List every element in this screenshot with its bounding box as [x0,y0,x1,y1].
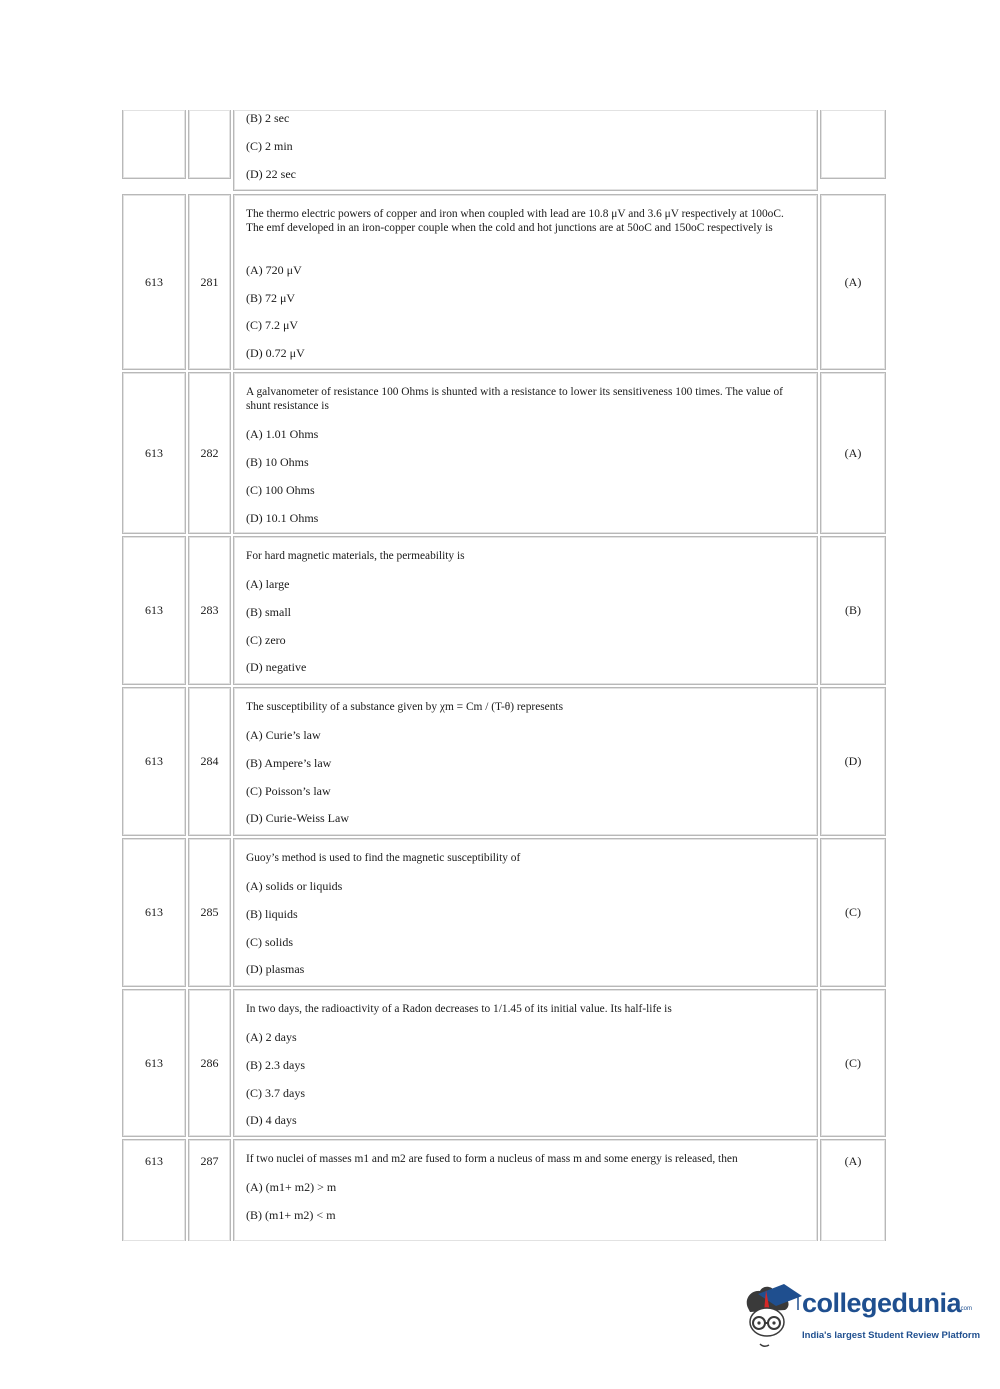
paper-code: 613 [122,687,186,836]
option: (D) plasmas [246,962,305,976]
answer-key: (B) [820,536,886,685]
table-row [122,989,886,1137]
option: (A) 1.01 Ohms [246,427,319,441]
collegedunia-logo [740,1282,981,1350]
question-number: 284 [188,687,231,836]
answer-key: (C) [820,838,886,987]
option: (A) large [246,577,290,591]
question-number: 282 [188,372,231,534]
table-row [122,536,886,685]
question-table [122,110,886,1241]
question-number: 281 [188,194,231,370]
table-row [122,687,886,836]
question-cell [233,194,818,370]
option: (B) 10 Ohms [246,455,309,469]
table-row [122,1139,886,1241]
option: (C) 2 min [246,139,293,153]
option: (A) 720 μV [246,263,302,277]
question-cell [233,372,818,534]
option: (D) 10.1 Ohms [246,511,319,525]
paper-code: 613 [122,1139,186,1241]
table-row [122,838,886,987]
option: (B) 72 μV [246,291,296,305]
question-number: 283 [188,536,231,685]
table-row [122,372,886,534]
question-text: For hard magnetic materials, the permeability is [246,550,465,562]
brand-tagline: India's largest Student Review Platform [802,1330,981,1341]
question-number: 287 [188,1139,231,1241]
paper-code: 613 [122,536,186,685]
option: (B) small [246,605,291,619]
mascot-graduate-icon [740,1282,804,1354]
paper-code: 613 [122,194,186,370]
question-cell [233,1139,818,1241]
question-cell [233,687,818,836]
answer-key: (A) [820,372,886,534]
question-text: The susceptibility of a substance given by χm = Cm / (T-θ) represents [246,701,564,713]
answer-key: (C) [820,989,886,1137]
answer-key: (D) [820,687,886,836]
option: (A) (m1+ m2) > m [246,1180,337,1194]
option: (D) negative [246,660,307,674]
brand-name: collegedunia [802,1288,962,1318]
table-row-continued [122,110,886,179]
option: (D) 4 days [246,1113,297,1127]
paper-code: 613 [122,989,186,1137]
option: (C) 3.7 days [246,1086,305,1100]
question-number: 285 [188,838,231,987]
paper-code: 613 [122,372,186,534]
option: (B) 2 sec [246,111,290,125]
option: (C) 7.2 μV [246,318,299,332]
question-cell [233,536,818,685]
option: (C) solids [246,935,294,949]
option: (B) 2.3 days [246,1058,305,1072]
question-text: If two nuclei of masses m1 and m2 are fused to form a nucleus of mass m and some energy is released, then [246,1153,738,1165]
option: (A) 2 days [246,1030,297,1044]
option: (C) 100 Ohms [246,483,315,497]
question-cell [233,838,818,987]
question-text: The thermo electric powers of copper and iron when coupled with lead are 10.8 μV and 3.6 μV respectively at 100oC. The emf developed in an iron-copper couple when the cold and hot junctions are at 50oC and 150oC respectively is [246,208,784,234]
paper-code: 613 [122,838,186,987]
question-text: Guoy’s method is used to find the magnetic susceptibility of [246,852,521,864]
option: (C) Poisson’s law [246,784,331,798]
option: (B) liquids [246,907,298,921]
option: (A) Curie’s law [246,728,321,742]
option: (A) solids or liquids [246,879,343,893]
table-row [122,194,886,370]
option: (B) Ampere’s law [246,756,332,770]
option: (D) 0.72 μV [246,346,305,360]
question-number: 286 [188,989,231,1137]
option: (B) (m1+ m2) < m [246,1208,336,1222]
brand-domain: .com [959,1306,973,1312]
answer-key: (A) [820,1139,886,1241]
option: (C) zero [246,633,286,647]
question-text: A galvanometer of resistance 100 Ohms is shunted with a resistance to lower its sensitiveness 100 times. The value of shunt resistance is [246,386,783,412]
option: (D) 22 sec [246,167,296,181]
question-cell [233,989,818,1137]
question-text: In two days, the radioactivity of a Radon decreases to 1/1.45 of its initial value. Its half-life is [246,1003,672,1015]
answer-key: (A) [820,194,886,370]
option: (D) Curie-Weiss Law [246,811,350,825]
